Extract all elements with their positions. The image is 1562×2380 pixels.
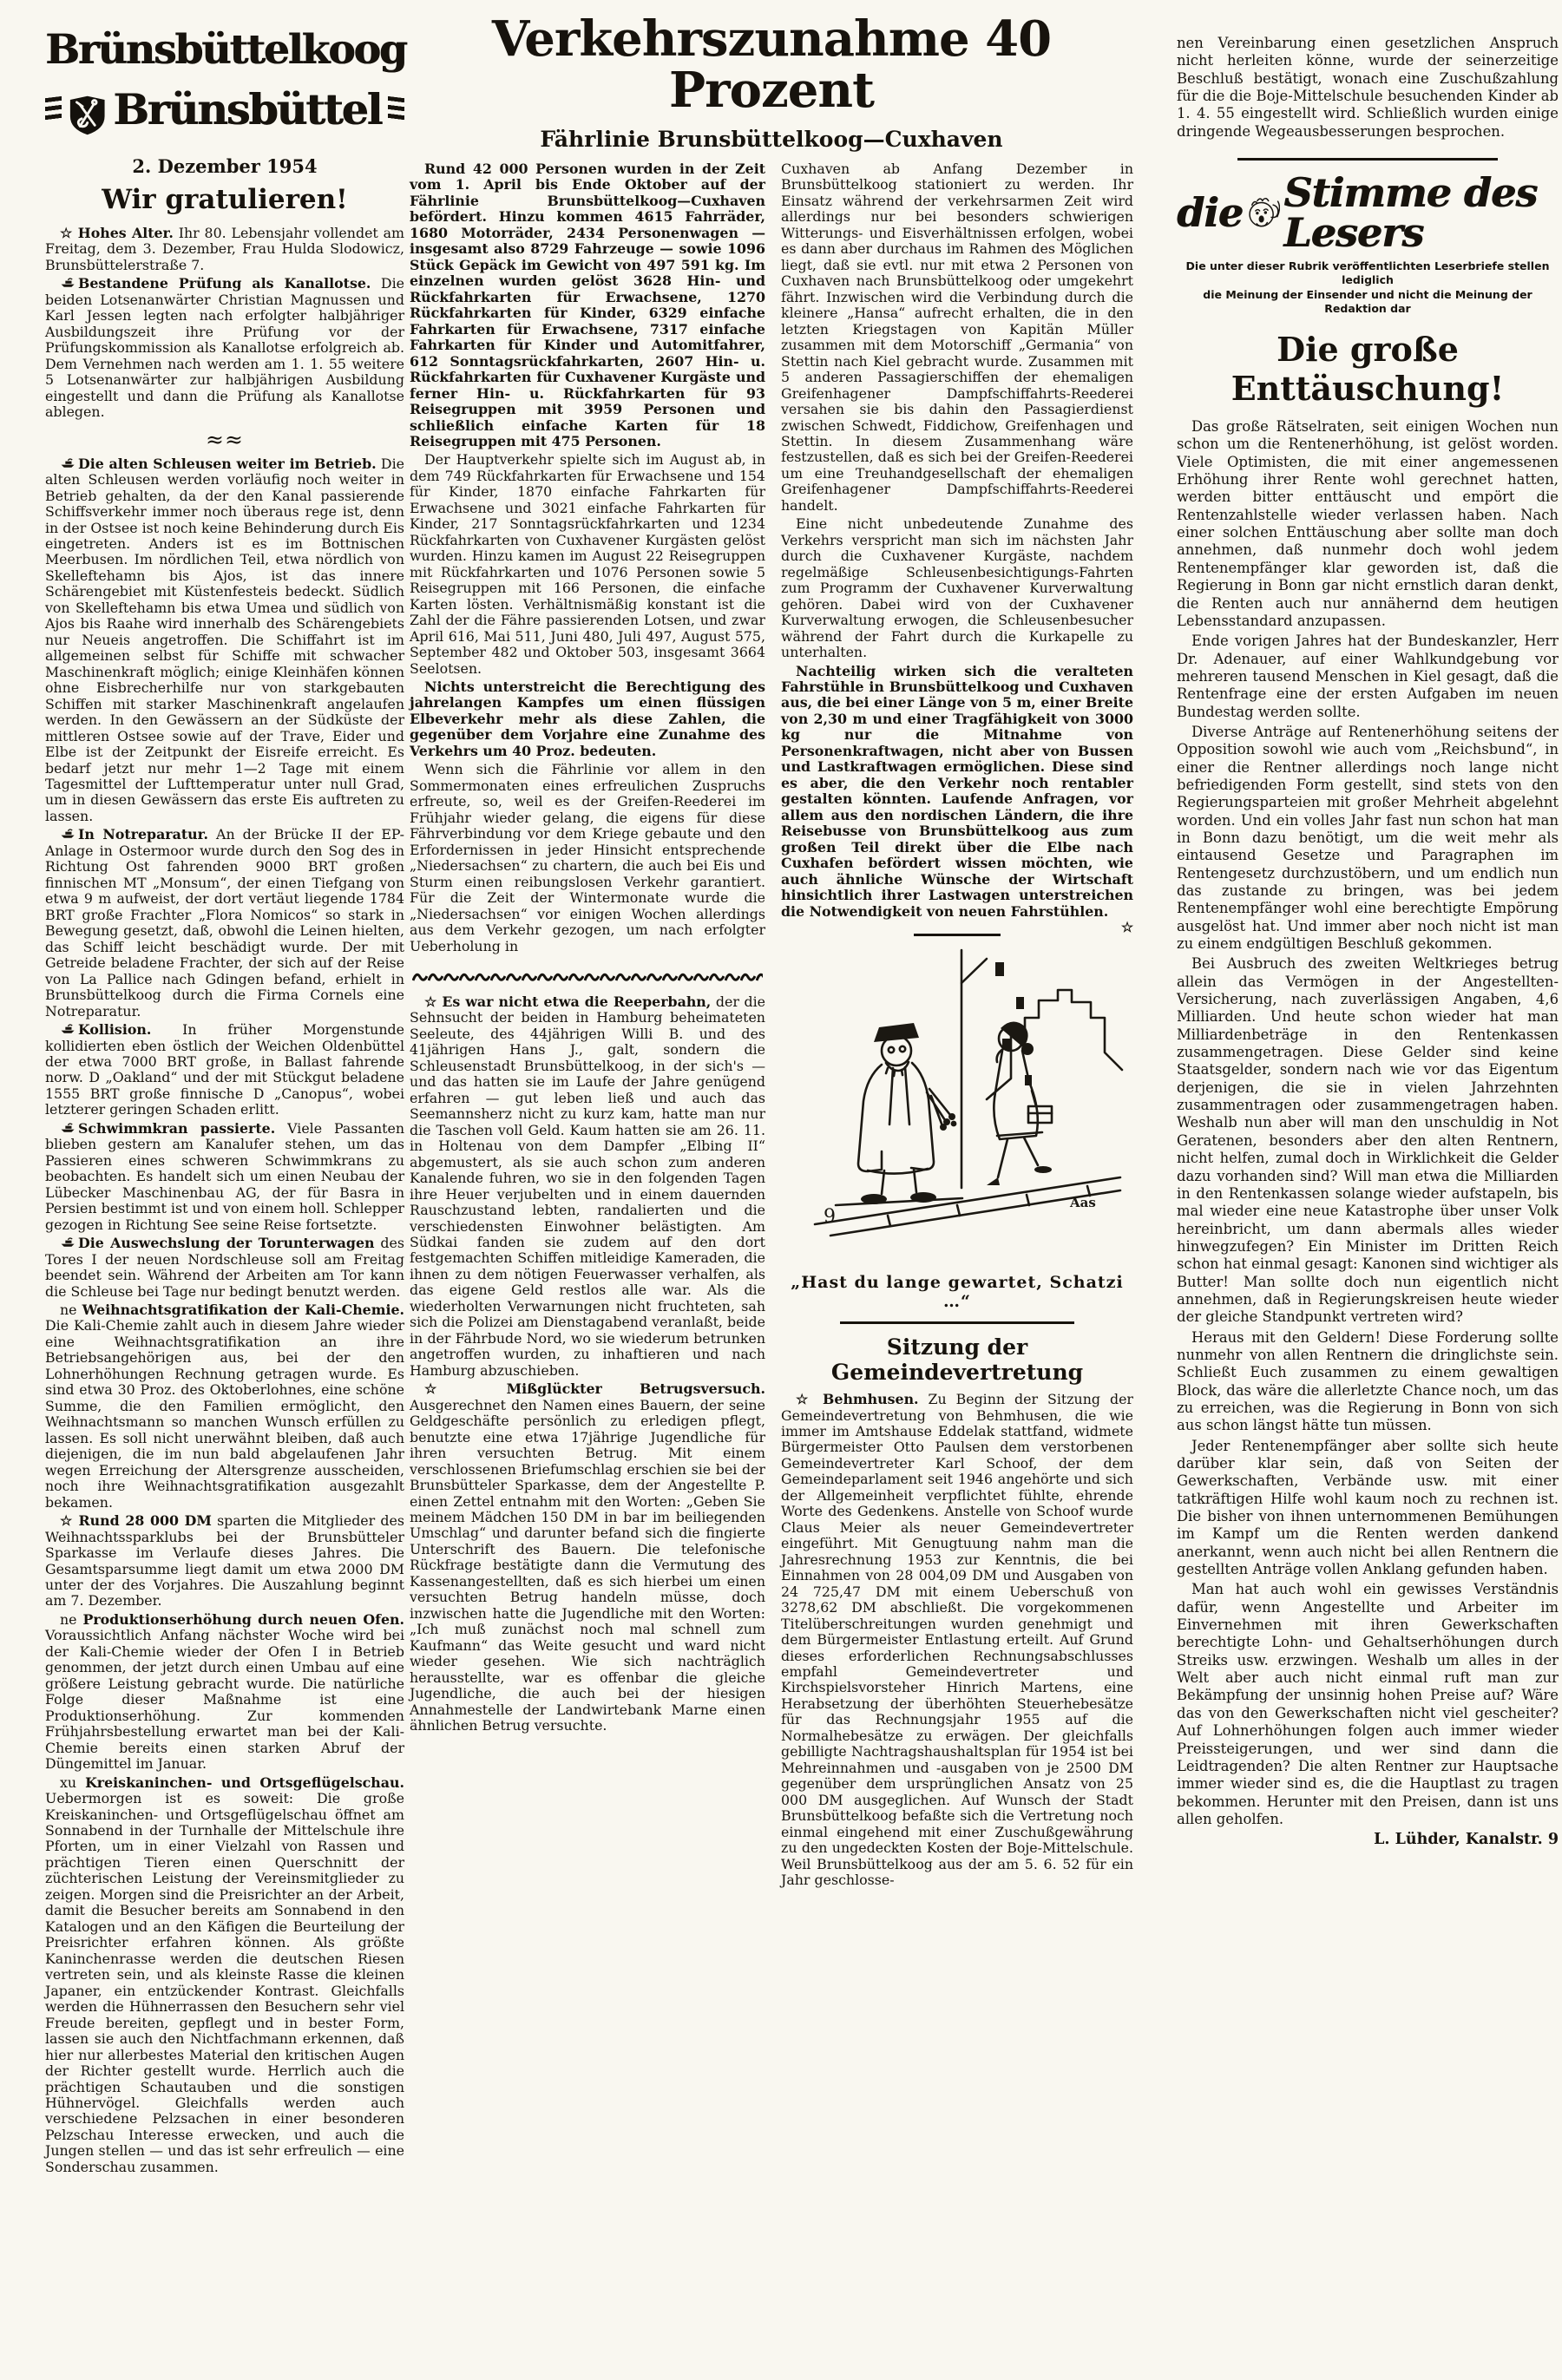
correspondent-mark: ne <box>60 1610 77 1628</box>
letter-paragraph: Diverse Anträge auf Rentenerhöhung seitens der Opposition sowohl wie auch vom „Reichsbund“, in einer die Rentner allerdings noch lange nicht befriedigenden Form gestellt, sind stets von den Regierungsparteien mit großer Mehrheit abgelehnt worden. Und ein volles Jahr fast nun schon hat man in Bonn dazu benötigt, um die weit mehr als eintausend Gesetze und Paragraphen im Rentengesetz durchzustöbern, und um endlich nun das zustande zu bringen, was bei jedem Rentenempfänger wohl eine berechtigte Empörung ausgelöst hat. Und immer aber noch nicht ist man zu einem endgültigen Beschluß gekommen. <box>1177 723 1559 953</box>
letter-signature: L. Lühder, Kanalstr. 9 <box>1374 1831 1559 1849</box>
letters-column <box>1177 35 1559 1848</box>
article-geflügelschau: xu Kreiskaninchen- und Ortsgeflügelschau. Uebermorgen ist es soweit: Die große Kreiskaninchen- und Ortsgeflügelschau öffnet am Sonnabend in der Turnhalle der Mittelschule ihre Pforten, um in einer Vielzahl von Rassen und prächtigen Tieren einen Querschnitt der züchterischen Leistung der Vereinsmitglieder zu zeigen. Morgen sind die Preisrichter an der Arbeit, damit die Besucher bereits am Sonnabend in den Katalogen und an den Käfigen die Beurteilung der Preisrichter erfahren können. Als größte Kaninchenrasse werden die deutschen Riesen vertreten sein, und als kleinste Rasse die kleinen Japaner, ein entzückender Kontrast. Gleichfalls werden die Hühnerrassen den Besuchern sehr viel Freude bereiten, gepflegt und in bester Form, lassen sie auch den Nichtfachmann erkennen, daß hier nur allerbestes Material den kritischen Augen der Richter gestellt wurde. Herrlich auch die prächtigen Schautauben und die sonstigen Hühnervögel. Gleichfalls werden auch verschiedene Pelzsachen in einer besonderen Pelzschau Interesse erwecken, und auch die Jungen stellen — und das ist sehr erfreulich — eine Sonderschau zusammen. <box>45 1774 404 2175</box>
paragraph: Nichts unterstreicht die Berechtigung des jahrelangen Kampfes um einen flüssigen Elbeverkehr mehr als diese Zahlen, die gegenüber dem Vorjahre eine Zunahme des Verkehrs um 40 Proz. bedeuten. <box>410 679 765 759</box>
local-news-column <box>45 26 406 2178</box>
masthead <box>45 26 406 215</box>
article-kanallotse: Bestandene Prüfung als Kanallotse. Die beiden Lotsenanwärter Christian Magnussen und Karl Jessen legten nach erfolgter halbjähriger Ausbildungszeit ihre Prüfung vor der Prüfungskommission als Kanallotse erfolgreich ab. Dem Vernehmen nach werden am 1. 1. 55 weitere 5 Lotsenanwärter zur halbjährigen Ausbildung eingestellt und dann die Prüfung als Kanallotse ablegen. <box>45 275 404 421</box>
star-icon: ☆ <box>1120 919 1133 936</box>
lead-story-header <box>410 10 1133 152</box>
reader-face-icon <box>1246 184 1280 241</box>
section-rule <box>914 934 1001 936</box>
cartoon-illustration <box>784 947 1131 1269</box>
sub-headline: Fährlinie Brunsbüttelkoog—Cuxhaven <box>540 126 1003 152</box>
article-sparklub: ☆ Rund 28 000 DM sparten die Mitglieder des Weihnachtssparklubs bei der Brunsbütteler Sparkasse im Verlaufe dieses Jahres. Die Gesamtsparsumme liegt damit um etwa 2000 DM unter der des Vorjahres. Die Auszahlung beginnt am 7. Dezember. <box>45 1512 404 1610</box>
article-hohes-alter: ☆ Hohes Alter. Ihr 80. Lebensjahr vollendet am Freitag, dem 3. Dezember, Frau Hulda Slodowicz, Brunsbüttelerstraße 7. <box>45 225 404 273</box>
lead-story-column-2 <box>781 161 1133 1892</box>
article-reeperbahn: ☆ Es war nicht etwa die Reeperbahn, der die Sehnsucht der beiden in Hamburg beheimateten Seeleute, des 44jährigen Willi B. und des 41jährigen Hans J., galt, sondern die Schleusenstadt Brunsbüttelkoog, in der sich's — und das hatten sie im Laufe der Jahre genügend erfahren — gut leben ließ und auch das Seemannsherz nicht zu kurz kam, hatte man nur die Taschen voll Geld. Kaum hatten sie am 26. 11. in Holtenau von dem Dampfer „Elbing II“ abgemustert, als sie auch schon zum anderen Kanalende fuhren, wo sie in den folgenden Tagen ihre Heuer verjubelten und in einem dauernden Rauschzustand lebten, randalierten und die verschiedensten Einwohner belästigten. Am Südkai fanden sie zudem auf den dort festgemachten Schiffen mitleidige Kameraden, die ihnen zu dem nötigen Feuerwasser verhalfen, als das eigene Geld restlos alle war. Als die wiederholten Verwarnungen nicht fruchteten, sah sich die Polizei am Dienstagabend veranlaßt, beide in der Fährbude Nord, wo sie wiederum betrunken angetroffen wurden, zu inhaftieren und nach Hamburg abzuschieben. <box>410 993 765 1379</box>
rope-divider-icon <box>412 970 763 984</box>
article-weihnachtsgratifikation: ne Weihnachtsgratifikation der Kali-Chemie. Die Kali-Chemie zahlt auch in diesem Jahre wieder eine Weihnachtsgratifikation an ihre Betriebsangehörigen aus, bei der den Lohnerhöhungen Rechnung getragen wurde. Es sind etwa 30 Proz. des Oktoberlohnes, eine schöne Summe, die den Familien ermöglicht, den Weihnachtsmann so manchen Wunsch erfüllen zu lassen. Es soll nicht unerwähnt bleiben, daß auch diejenigen, die im nun bald abgelaufenen Jahr wegen Erreichung der Altersgrenze ausscheiden, noch ihre Weihnachtsgratifikation ausgezahlt bekamen. <box>45 1301 404 1511</box>
ship-icon <box>60 829 76 839</box>
wave-divider: ≈≈ <box>206 426 244 452</box>
cartoon-artist-signature: Aas <box>1070 1195 1096 1211</box>
paragraph: Wenn sich die Fährlinie vor allem in den Sommermonaten eines erfreulichen Zuspruchs erfreute, so, weil es der Greifen-Reederei im Frühjahr wieder gelang, die eigens für diese Fährverbindung vor dem Kriege gebaute und den Erfordernissen in jeder Hinsicht entsprechende „Niedersachsen“ zu chartern, die auch bei Eis und Sturm einen reibungslosen Verkehr garantiert. Für die Zeit der Wintermonate wurde die „Niedersachsen“ vor einigen Wochen allerdings aus dem Verkehr gezogen, um nach erfolgter Ueberholung in <box>410 761 765 954</box>
rubric-word-die: die <box>1177 189 1243 237</box>
article-notreparatur: In Notreparatur. An der Brücke II der EP-Anlage in Ostermoor wurde durch den Sog des in Richtung Ost fahrenden 9000 BRT großen finnischen MT „Monsum“, der einen Tiefgang von etwa 9 m aufweist, der dort vertäut liegende 1784 BRT große Frachter „Flora Nomicos“ so stark in Bewegung gesetzt, daß, obwohl die Leinen hielten, das Schiff leicht beschädigt wurde. Der mit Getreide beladene Frachter, der sich auf der Reise von La Pallice nach Gdingen befand, erhielt in Brunsbüttelkoog durch die Firma Cornels eine Notreparatur. <box>45 826 404 1020</box>
star-icon: ☆ <box>424 993 437 1010</box>
correspondent-mark: xu <box>60 1774 77 1791</box>
cartoon-figure <box>781 947 1133 1311</box>
issue-date: 2. Dezember 1954 <box>132 155 318 177</box>
ship-icon <box>60 1237 76 1248</box>
article-schwimmkran: Schwimmkran passierte. Viele Passanten blieben gestern am Kanalufer stehen, um das Passieren eines schweren Schwimmkrans zu beobachten. Es handelt sich um einen Neubau der Lübecker Maschinenbau AG, der für Basra in Persien bestimmt ist und von einem holl. Schlepper gezogen in Richtung See seine Reise fortsetzte. <box>45 1119 404 1233</box>
ribbon-flourish-right <box>388 96 404 122</box>
masthead-title-line1: Brünsbüttelkoog <box>45 26 406 74</box>
star-icon: ☆ <box>796 1391 814 1408</box>
cartoon-caption: „Hast du lange gewartet, Schatzi …“ <box>791 1273 1124 1312</box>
paragraph: Der Hauptverkehr spielte sich im August ab, in dem 749 Rückfahrkarten für Erwachsene und 154 für Kinder, 1870 einfache Fahrkarten für Erwachsene und 3021 einfache Fahrkarten für Kinder, 217 Sonntagsrückfahrkarten und 1234 Rückfahrkarten von Cuxhavener Kurgästen gelöst wurden. Hinzu kamen im August 22 Reisegruppen mit Rückfahrkarten und 1076 Personen sowie 5 Reisegruppen mit 166 Personen, die einfache Karten lösten. Verhältnismäßig konstant ist die Zahl der die Fähre passierenden Lotsen, und zwar April 616, Mai 511, Juni 480, Juli 497, August 575, September 482 und Oktober 503, insgesamt 3664 Seelotsen. <box>410 451 765 677</box>
rubric-disclaimer: Die unter dieser Rubrik veröffentlichten Leserbriefe stellen lediglich die Meinung der Einsender und nicht die Meinung der Redaktion dar <box>1185 259 1550 315</box>
readers-voice-rubric <box>1177 169 1559 257</box>
rubric-title: Stimme des Lesers <box>1283 169 1538 257</box>
paragraph: Eine nicht unbedeutende Zunahme des Verkehrs verspricht man sich im nächsten Jahr durch die Cuxhavener Kurgäste, nachdem regelmäßige Schleusenbesichtigungs-Fahrten zum Programm der Cuxhavener Kurverwaltung gehören. Dabei wird von der Cuxhavener Kurverwaltung erwogen, die Schleusenbesucher während der Fahrt durch die Kurkapelle zu unterhalten. <box>781 515 1133 661</box>
lead-story-column-1 <box>410 161 765 1737</box>
cartoon-house-number: 9 <box>824 1206 836 1229</box>
article-torunterwagen: Die Auswechslung der Torunterwagen des Tores I der neuen Nordschleuse soll am Freitag beendet sein. Während der Arbeiten am Tor kann die Schleuse bei Tage nur bedingt benutzt werden. <box>45 1235 404 1300</box>
ship-icon <box>60 278 76 288</box>
town-crest-icon <box>69 74 106 157</box>
paragraph: Cuxhaven ab Anfang Dezember in Brunsbüttelkoog stationiert zu werden. Ihr Einsatz während der verkehrsarmen Zeit wird allerdings nur bei besonders schwierigen Witterungs- und Eisverhältnissen erfolgen, wobei es dann aber durchaus im Rahmen des Möglichen liegt, daß sie evtl. nur mit etwa 2 Personen von Cuxhaven nach Brunsbüttelkoog oder umgekehrt fährt. Inzwischen wird die Verbindung durch die kleinere „Hansa“ aufrecht erhalten, die in den letzten Kriegstagen von Kapitän Müller zusammen mit dem Motorschiff „Germania“ von Stettin nach Kiel gebracht wurde. Zusammen mit 5 anderen Passagierschiffen der ehemaligen Greifenhagener Dampfschiffahrts-Reederei versahen sie bis dahin den Passagierdienst zwischen Schwedt, Fiddichow, Greifenhagen und Stettin. In diesem Zusammenhang wäre festzustellen, daß es sich bei der Greifen-Reederei um eine Treuhandgesellschaft der ehemaligen Greifenhagener Dampfschiffahrts-Reederei handelt. <box>781 161 1133 514</box>
paragraph: Nachteilig wirken sich die veralteten Fahrstühle in Brunsbüttelkoog und Cuxhaven aus, die bei einer Länge von 5 m, einer Breite von 2,30 m und einer Tragfähigkeit von 3000 kg nur die Mitnahme von Personenkraftwagen, nicht aber von Bussen und Lastkraftwagen ermöglichen. Diese sind es aber, die den Verkehr noch rentabler gestalten könnten. Laufende Anfragen, vor allem aus den nordischen Ländern, die ihre Reisebusse von Brunsbüttelkoog aus zum großen Teil direkt über die Elbe nach Cuxhafen befördert wissen möchten, wie auch ähnliche Wünsche der Wirtschaft hinsichtlich ihrer Lastwagen unterstreichen die Notwendigkeit von neuen Fahrstühlen. ☆ <box>781 662 1133 936</box>
correspondent-mark: ne <box>60 1301 77 1318</box>
star-icon: ☆ <box>424 1380 469 1398</box>
article-schleusen: Die alten Schleusen weiter im Betrieb. Die alten Schleusen werden vorläufig noch weiter in Betrieb gehalten, da der den Kanal passierende Schiffsverkehr immer noch überaus rege ist, denn in der Ostsee ist noch keine Behinderung durch Eis eingetreten. Anders ist es im Bottnischen Meerbusen. Im nördlichen Teil, etwa nördlich von Skelleftehamn bis Ajos, ist das innere Schärengebiet mit Küstenfesteis bedeckt. Südlich von Skelleftehamn bis etwa Umea und südlich von Ajos bis Raahe wird innerhalb des Schärengebiets nur Neueis angetroffen. Die Schiffahrt ist im allgemeinen selbst für Schiffe mit schwacher Maschinenkraft möglich; einige Kleinhäfen können ohne Eisbrecherhilfe nur von starkgebauten Schiffen mit starker Maschinenkraft angelaufen werden. In den Gewässern an der Südküste der mittleren Ostsee sowie auf der Trave, Eider und Elbe ist der Zeitpunkt der Eisreife erreicht. Es bedarf jetzt nur mehr 1—2 Tage mit einem Tagesmittel der Lufttemperatur unter null Grad, um in diesen Gewässern das erste Eis auftreten zu lassen. <box>45 455 404 824</box>
letter-paragraph: Bei Ausbruch des zweiten Weltkrieges betrug allein das Vermögen in der Angestellten-Versicherung, nach zuverlässigen Angaben, 4,6 Milliarden. Und heute schon wieder hat man Milliardenbeträge in den Rentenkassen zusammengetragen. Diese Gelder sind keine Staatsgelder, sondern nach wie vor das Eigentum derjenigen, die sie in vielen Jahrzehnten zusammentragen oder zusammengetragen haben. Weshalb nun aber will man den unschuldig in Not Geratenen, besonders aber den alten Rentnern, nicht helfen, zumal doch in Wirklichkeit die Gelder dazu vorhanden sind? Will man etwa die Milliarden in den Rentenkassen solange wieder aufstapeln, bis mal wieder eine neue Katastrophe über unser Volk hereinbricht, um dann abermals alles wieder hinwegzufegen? Ein Minister im Dritten Reich schon hat einmal gesagt: Kanonen sind wichtiger als Butter! Man sollte doch nun eigentlich nicht annehmen, daß in Regierungskreisen heute wieder der gleiche Standpunkt vertreten wird? <box>1177 955 1559 1326</box>
greeting-headline: Wir gratulieren! <box>102 184 348 215</box>
paragraph: Rund 42 000 Personen wurden in der Zeit vom 1. April bis Ende Oktober auf der Fährlinie Brunsbüttelkoog—Cuxhaven befördert. Hinzu kommen 4615 Fahrräder, 1680 Motorräder, 2434 Personenwagen — insgesamt also 8729 Fahrzeuge — sowie 1096 Stück Gepäck im Gewicht von 497 591 kg. Im einzelnen wurden gelöst 3628 Hin- und Rückfahrkarten für Erwachsene, 1270 Rückfahrkarten für Kinder, 6329 einfache Fahrkarten für Erwachsene, 7317 einfache Fahrkarten für Kinder und Automitfahrer, 612 Sonntagsrückfahrkarten, 2607 Hin- u. Rückfahrkarten für Cuxhavener Kurgäste und ferner Hin- u. Rückfahrkarten für 93 Reisegruppen mit 3959 Personen und schließlich einfache Karten für 18 Reisegruppen mit 475 Personen. <box>410 161 765 449</box>
ribbon-flourish-left <box>45 96 62 122</box>
ship-icon <box>60 1123 76 1133</box>
ship-icon <box>60 1024 76 1034</box>
article-kollision: Kollision. In früher Morgenstunde kollidierten eben östlich der Weichen Oldenbüttel der etwa 7000 BRT große, in Ballast fahrende norw. D „Oakland“ und der mit Stückgut beladene 1555 BRT große finnische D „Canopus“, wobei letzterer geringen Schaden erlitt. <box>45 1021 404 1118</box>
article-produktionserhoehung: ne Produktionserhöhung durch neuen Ofen. Voraussichtlich Anfang nächster Woche wird bei der Kali-Chemie wieder der Ofen I in Betrieb genommen, der jetzt durch einen Umbau auf eine größere Leistung gebracht wurde. Die natürliche Folge dieser Maßnahme ist eine Produktionserhöhung. Zur kommenden Frühjahrsbestellung erwartet man bei der Kali-Chemie bereits einen starken Abruf der Düngemittel im Januar. <box>45 1610 404 1773</box>
article-behmhusen: ☆ Behmhusen. Zu Beginn der Sitzung der Gemeindevertretung von Behmhusen, die wie immer im Amtshause Eddelak stattfand, widmete Bürgermeister Otto Paulsen dem verstorbenen Gemeindevertreter Karl Schoof, der dem Gemeindeparlament seit 1946 angehörte und sich der Allgemeinheit verpflichtet fühlte, ehrende Worte des Gedenkens. Anstelle von Schoof wurde Claus Meier als neuer Gemeindevertreter eingeführt. Mit Genugtuung nahm man die Jahresrechnung 1953 zur Kenntnis, die bei Einnahmen von 28 004,09 DM und Ausgaben von 24 725,47 DM mit einem Ueberschuß von 3278,62 DM abschließt. Die vorgekommenen Titelüberschreitungen wurden genehmigt und dem Bürgermeister Entlastung erteilt. Auf Grund dieses erforderlichen Rechnungsabschlusses empfahl Gemeindevertreter und Kirchspielsvorsteher Hinrich Martens, eine Herabsetzung der überhöhten Steuerhebesätze für das Rechnungsjahr 1955 auf die Normalhebesätze zu erwägen. Der gleichfalls gebilligte Nachtragshaushaltsplan für 1954 ist bei Mehreinnahmen und -ausgaben von je 2500 DM gegenüber dem ursprünglichen Ansatz von 25 000 DM ausgeglichen. Auf Wunsch der Stadt Brunsbüttelkoog befaßte sich die Vertretung noch einmal eingehend mit einer Zuschußgewährung zu den ungedeckten Kosten der Boje-Mittelschule. Weil Brunsbüttelkoog aus der am 5. 6. 52 für ein Jahr geschlosse- <box>781 1391 1133 1889</box>
letter-paragraph: Heraus mit den Geldern! Diese Forderung sollte nunmehr von allen Rentnern die dringlichste sein. Schließt Euch zusammen zu einem gewaltigen Block, das wäre die allerletzte Chance noch, um das zu erreichen, was die Regierung in Bonn von sich aus schon längst hätte tun müssen. <box>1177 1328 1559 1434</box>
main-headline: Verkehrszunahme 40 Prozent <box>491 10 1052 119</box>
star-icon: ☆ <box>60 225 73 241</box>
star-icon: ☆ <box>60 1512 74 1530</box>
masthead-title-line2: Brünsbüttel <box>113 83 382 134</box>
meeting-headline: Sitzung der Gemeindevertretung <box>830 1334 1084 1386</box>
section-rule <box>840 1321 1074 1324</box>
ship-icon <box>60 458 76 469</box>
meeting-continuation: nen Vereinbarung einen gesetzlichen Anspruch nicht herleiten könne, wurde der seinerzeitige Beschluß bestätigt, wonach eine Zuschußzahlung für die die Boje-Mittelschule besuchenden Kinder ab 1. 4. 55 eingestellt wird. Schließlich wurden einige dringende Wegeausbesserungen besprochen. <box>1177 35 1559 140</box>
letter-paragraph: Jeder Rentenempfänger aber sollte sich heute darüber klar sein, daß von Seiten der Gewerkschaften, Verbände usw. mit einer tatkräftigen Hilfe wohl kaum noch zu rechnen ist. Die bisher von ihnen unternommenen Bemühungen im Kampf um die Renten werden dankend anerkannt, wenn auch nicht bei allen Rentnern die gestellten Anträge vollen Anklang gefunden haben. <box>1177 1437 1559 1578</box>
letter-headline: Die große Enttäuschung! <box>1231 330 1505 409</box>
section-rule <box>1237 158 1498 161</box>
letter-paragraph: Das große Rätselraten, seit einigen Wochen nun schon um die Rentenerhöhung, ist gelöst worden. Viele Optimisten, die mit einer angemessenen Erhöhung ihrer Rente wohl gerechnet hatten, werden bitter enttäuscht und empört die Rentenzahlstelle wieder verlassen haben. Nach einer solchen Enttäuschung aber sollte man doch annehmen, daß nunmehr doch wohl jedem Rentenempfänger klar geworden ist, daß die Regierung in Bonn gar nicht ernstlich daran denkt, die Renten auch nur annähernd dem heutigen Lebensstandard anzupassen. <box>1177 418 1559 629</box>
letter-paragraph: Ende vorigen Jahres hat der Bundeskanzler, Herr Dr. Adenauer, auf einer Wahlkundgebung vor mehreren tausend Menschen in Kiel gesagt, daß die Rentenfrage eine der ersten Aufgaben im neuen Bundestag werden sollte. <box>1177 633 1559 720</box>
letter-paragraph: Man hat auch wohl ein gewisses Verständnis dafür, wenn Angestellte und Arbeiter im Einvernehmen mit ihren Gewerkschaften berechtigte Lohn- und Gehaltserhöhungen durch Streiks usw. erzwingen. Weshalb um alles in der Welt aber auch nicht einmal ruft man zur Bekämpfung der unsinnig hohen Preise auf? Wäre das von den Gewerkschaften nicht viel gescheiter? Auf Lohnerhöhungen folgen auch immer wieder Preissteigerungen, und wer sind dann die Leidtragenden? Die alten Rentner zur Hauptsache immer wieder sind es, die die Hauptlast zu tragen bekommen. Herunter mit den Preisen, dann ist uns allen geholfen. <box>1177 1581 1559 1827</box>
article-betrugsversuch: ☆ Mißglückter Betrugsversuch. Ausgerechnet den Namen eines Bauern, der seine Geldgeschäfte persönlich zu erledigen pflegt, benutzte eine etwa 17jährige Jugendliche für ihren versuchten Betrug. Mit einem verschlossenen Briefumschlag erschien sie bei der Brunsbütteler Sparkasse, dem der Angestellte P. einen Zettel entnahm mit den Worten: „Geben Sie meinem Mädchen 150 DM in bar im beiliegenden Umschlag“ und darunter befand sich die fingierte Unterschrift des Bauern. Die telefonische Rückfrage bestätigte dann die Vermutung des Kassenangestellten, daß es sich hierbei um einen versuchten Betrug handeln müsse, doch inzwischen hatte die Jugendliche mit den Worten: „Ich muß zunächst noch mal schnell zum Kaufmann“ das Weite gesucht und ward nicht wieder gesehen. Wie sich nachträglich herausstellte, war es offenbar die gleiche Jugendliche, die auch bei der hiesigen Annahmestelle der Landwirtebank Marne einen ähnlichen Betrug versuchte. <box>410 1380 765 1734</box>
